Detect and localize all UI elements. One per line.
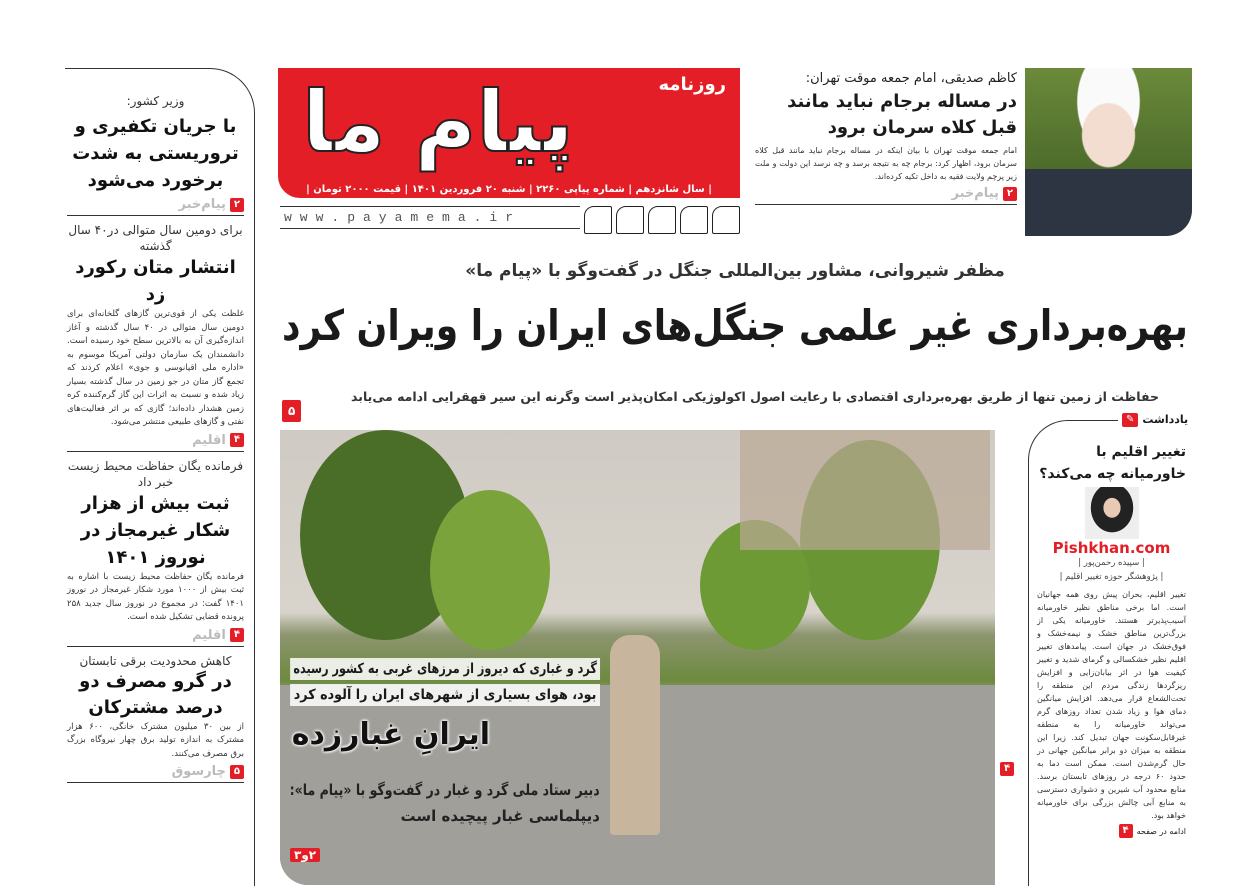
headline: ثبت بیش از هزار شکار غیرمجاز در نوروز ۱۴۰۱ xyxy=(80,492,231,568)
note-icon: ✎ xyxy=(1122,413,1138,427)
continued-link[interactable] xyxy=(1037,824,1186,838)
left-story-2[interactable] xyxy=(67,222,244,452)
top-story[interactable] xyxy=(755,70,1017,205)
opinion-body: تغییر اقلیم، بحران پیش روی همه جهانیان است. اما برخی مناطق نظیر خاورمیانه آسیب‌پذیرتر هستند. خاورمیانه یکی از بزرگ‌ترین مناطق خشک و نیمه‌خشک و فوق‌خشک در جهان است. پیامدهای تغییر اقلیم نظیر خشکسالی و گرمای شدید و تغییر کیفیت هوا در اثر بیابان‌زایی و افزایش ریزگردها زندگی مردم این منطقه را تحت‌الشعاع قرار می‌دهد. افزایش میانگین دمای هوا و زیاد شدن تعداد روزهای گرم می‌تواند خاورمیانه را به منطقه غیرقابل‌سکونت جهان تبدیل کند. زیرا این منطقه به میزان دو برابر میانگین جهانی در حال گرم‌شدن است. ممکن است دما به حدود ۶۰ درجه در روزهای تابستان برسد. منابع محدود آب شیرین و دشواری دسترسی به منابع آبی چالش بزرگی برای خاورمیانه خواهد بود. xyxy=(1037,590,1186,820)
page-badge: ۴ xyxy=(230,433,244,447)
continued-label: ادامه در صفحه xyxy=(1136,826,1186,836)
headline: در گرو مصرف دو درصد مشترکان xyxy=(79,670,232,718)
pedestrian xyxy=(610,635,660,835)
masthead-title: پیام ما xyxy=(302,73,574,171)
kicker: وزیر کشور: xyxy=(126,94,185,108)
kicker: کاهش محدودیت برقی تابستان xyxy=(79,653,232,668)
section-tag xyxy=(67,628,244,647)
section-label: چارسوق xyxy=(171,764,226,779)
logo-boxes xyxy=(584,206,740,234)
masthead-prefix: روزنامه xyxy=(658,74,726,95)
headline: با جریان تکفیری و تروریستی به شدت برخورد می‌شود xyxy=(72,116,239,191)
page-badge: ۲و۳ xyxy=(290,848,320,862)
body-text: از بین ۳۰ میلیون مشترک خانگی، ۶۰۰ هزار مشترک به اندازه تولید برق چهار نیروگاه بزرگ برق مصرف می‌کنند. xyxy=(67,721,245,759)
portrait-photo xyxy=(1025,68,1192,236)
headline: در مساله برجام نباید مانند قبل کلاه سرمان برود xyxy=(787,91,1017,138)
page-badge: ۴ xyxy=(1119,824,1133,838)
section-tag xyxy=(67,764,244,783)
author-role: | پژوهشگر حوزه تغییر اقلیم | xyxy=(1059,572,1164,582)
headline: انتشار متان رکورد زد xyxy=(75,257,236,305)
page-badge: ۴ xyxy=(230,628,244,642)
photo-caption: گرد و غباری که دیروز از مرزهای غربی به کشور رسیده xyxy=(290,658,600,680)
page-badge: ۵ xyxy=(230,765,244,779)
main-headline: بهره‌برداری غیر علمی جنگل‌های ایران را ویران کرد xyxy=(281,301,1188,350)
left-story-1[interactable] xyxy=(67,93,244,216)
opinion-column[interactable] xyxy=(1028,420,1192,886)
kicker: کاظم صدیقی، امام جمعه موقت تهران: xyxy=(805,71,1017,86)
watermark-text: Pishkhan.com xyxy=(1052,539,1171,557)
body-text: غلظت یکی از قوی‌ترین گازهای گلخانه‌ای برای دومین سال متوالی در ۴۰ سال گذشته و آغاز اندازه‌گیری آن به بالاترین سطح خود رسیده است. دانشمندان یک سازمان دولتی آمریکا موسوم به «اداره ملی اقیانوسی و جوی» اعلام کردند که تجمع گاز متان در جو زمین در سال گذشته بسیار زیاد شده و نسبت به اثرات این گاز گرم‌کننده کره زمین هشدار داده‌اند؛ گازی که بر اثر فعالیت‌های نفتی و گازهای طبیعی منتشر می‌شود. xyxy=(67,309,244,427)
main-photo[interactable] xyxy=(280,430,995,885)
subheadline: حفاظت از زمین تنها از طریق بهره‌برداری اقتصادی با رعایت اصول اکولوژیکی امکان‌پذیر است وگرنه این سیر قهقرایی ادامه می‌یابد xyxy=(351,389,1159,404)
page-badge: ۵ xyxy=(282,400,301,422)
section-tag xyxy=(755,186,1017,205)
main-kicker-row xyxy=(280,260,1190,282)
left-story-4[interactable] xyxy=(67,653,244,784)
photo-caption: بود، هوای بسیاری از شهرهای ایران را آلوده کرد xyxy=(290,684,600,706)
kicker: برای دومین سال متوالی در۴۰ سال گذشته xyxy=(68,223,243,253)
main-headline-row[interactable] xyxy=(280,294,1190,358)
opinion-headline: تغییر اقلیم با خاورمیانه چه می‌کند؟ xyxy=(1039,444,1186,482)
page-badge: ۴ xyxy=(1000,762,1014,776)
left-column xyxy=(65,68,255,886)
section-label: اقلیم xyxy=(192,627,226,643)
opinion-label-wrap xyxy=(1118,412,1192,428)
kicker: مظفر شیروانی، مشاور بین‌المللی جنگل در گفت‌وگو با «پیام ما» xyxy=(465,261,1005,281)
kicker: فرمانده یگان حفاظت محیط زیست خبر داد xyxy=(67,458,244,489)
photo-subhead: دیپلماسی غبار پیچیده است xyxy=(400,807,600,825)
page-badge: ۲ xyxy=(230,198,244,212)
opinion-label: یادداشت xyxy=(1142,413,1189,426)
section-label: اقلیم xyxy=(192,432,226,448)
section-label: پیام‌خبر xyxy=(178,197,226,212)
issue-info: | سال شانزدهم | شماره پیاپی ۲۲۶۰ | شنبه ۲۰ فروردین ۱۴۰۱ | قیمت ۲۰۰۰ تومان | xyxy=(306,184,712,195)
body-text: امام جمعه موقت تهران با بیان اینکه در مساله برجام نباید مانند قبل کلاه سرمان برود، اظهار کرد: برجام چه به نتیجه برسد و چه نرسد این دولت و ملت زیر پرچم ولایت فقیه به داخل تکیه کرده‌اند. xyxy=(755,146,1017,181)
left-story-3[interactable] xyxy=(67,458,244,647)
website-link[interactable]: www.payamema.ir xyxy=(280,206,580,229)
author-name: | سپیده رحمن‌پور | xyxy=(1078,558,1145,568)
photo-subhead: دبیر ستاد ملی گرد و غبار در گفت‌وگو با «پیام ما»: xyxy=(290,781,600,799)
photo-headline: ایرانِ غبارزده xyxy=(291,717,490,752)
body-text: فرمانده یگان حفاظت محیط زیست با اشاره به ثبت بیش از ۱۰۰۰ مورد شکار غیرمجاز در نوروز ۱۴۰۱ گفت: در مجموع در نوروز سال جدید ۲۵۸ پرونده قضایی تشکیل شده است. xyxy=(67,571,245,622)
section-tag xyxy=(67,433,244,452)
masthead-logo[interactable] xyxy=(278,68,740,198)
section-label: پیام‌خبر xyxy=(951,186,999,201)
section-tag xyxy=(67,197,244,216)
page-badge: ۲ xyxy=(1003,187,1017,201)
subheadline-row xyxy=(320,388,1190,406)
author-photo xyxy=(1085,487,1139,539)
